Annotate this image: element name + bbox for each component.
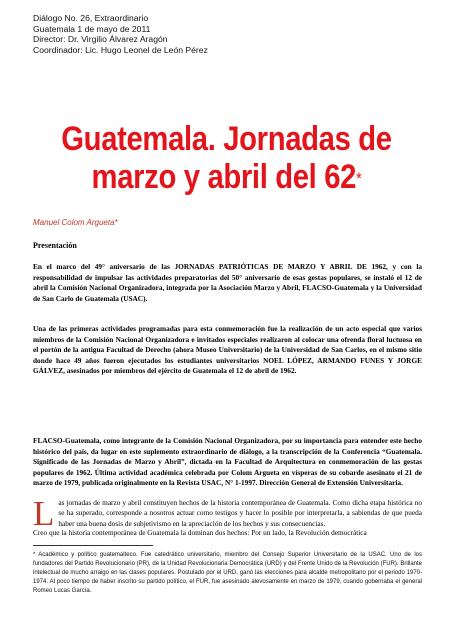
document-title-line-1: Guatemala. Jornadas de <box>61 120 392 158</box>
body-paragraph-2: Creo que la historia contemporánea de Guatemala la dominan dos hechos: Por un lado, la Revolución democrática <box>33 528 367 537</box>
body-paragraph-1-text: as jornadas de marzo y abril constituyen hechos de la historia contemporánea de Guatemala. Como dicha etapa histórica no se ha superado, corresponde a nosotros actuar como testigos y hacer lo posible por interpretarla, a sabiendas de que pueda haber una buena dosis de subjetivismo en la apreciación de los hechos y sus consecuencias. <box>58 498 422 528</box>
drop-cap: L <box>33 494 55 533</box>
header-director: Director: Dr. Virgilio Álvarez Aragón <box>33 34 168 45</box>
footnote-marker: * <box>356 169 362 188</box>
title-line-2-text: marzo y abril del 62 <box>91 158 357 196</box>
section-heading: Presentación <box>33 241 77 250</box>
intro-paragraph-2: Una de las primeras actividades programadas para esta conmemoración fue la realización de un acto especial que varios miembros de la Comisión Nacional Organizadora e invitados especiales realizaron al colocar una ofrenda floral luctuosa en el portón de la antigua Facultad de Derecho (ahora Museo Universitario) de la Universidad de San Carlos, en el mismo sitio donde hace 49 años fueron ejecutados los estudiantes universitarios NOEL LÓPEZ, ARMANDO FUNES Y JORGE GÁLVEZ, asesinados por miembros del ejército de Guatemala el 12 de abril de 1962. <box>33 324 422 376</box>
header-issue: Diálogo No. 26, Extraordinario <box>33 13 149 23</box>
author-name: Manuel Colom Argueta* <box>33 218 118 227</box>
document-title-line-2 <box>32 158 422 196</box>
intro-paragraph-3: FLACSO-Guatemala, como integrante de la Comisión Nacional Organizadora, por su importancia para entender este hecho histórico del país, da lugar en este suplemento extraordinario de diálogo, a la transcripción de la Conferencia “Guatemala. Significado de las Jornadas de Marzo y Abril”, dictada en la Facultad de Arquitectura en conmemoración de las gestas populares de 1962. Última actividad académica celebrada por Colom Argueta en vísperas de su cobarde asesinato el 21 de marzo de 1979, publicada originalmente en la Revista USAC, N° 1-1997. Dirección General de Extensión Universitaria. <box>33 436 422 488</box>
header-date: Guatemala 1 de mayo de 2011 <box>33 23 151 34</box>
footnote: * Académico y político guatemalteco. Fue catedrático universitario, miembro del Consejo Superior Universitario de la USAC. Uno de los fundadores del Partido Revolucionario (PR), de la Unidad Revolucionaria Democrática (URD) y del Frente Unido de la Revolución (FUR). Brillante intelectual de mucho arraigo en las clases populares. Postulado por el URD, ganó las elecciones para alcalde metropolitano por el periodo 1970-1974. Al poco tiempo de haber inscrito su partido político, el FUR, fue asesinado alevosamente en marzo de 1979, cuando gobernaba el general Romeo Lucas García. <box>33 552 422 594</box>
footnote-divider <box>33 545 153 546</box>
publication-header <box>33 13 208 55</box>
header-coordinator: Coordinador: Lic. Hugo Leonel de León Pérez <box>33 44 208 55</box>
intro-paragraph-1: En el marco del 49° aniversario de las JORNADAS PATRIÓTICAS DE MARZO Y ABRIL DE 1962, y con la responsabilidad de impulsar las actividades preparatorias del 50° aniversario de esas gestas populares, se instaló el 12 de abril la Comisión Nacional Organizadora, integrada por la Asociación Marzo y Abril, FLACSO-Guatemala y la Universidad de San Carlo de Guatemala (USAC). <box>33 262 422 303</box>
